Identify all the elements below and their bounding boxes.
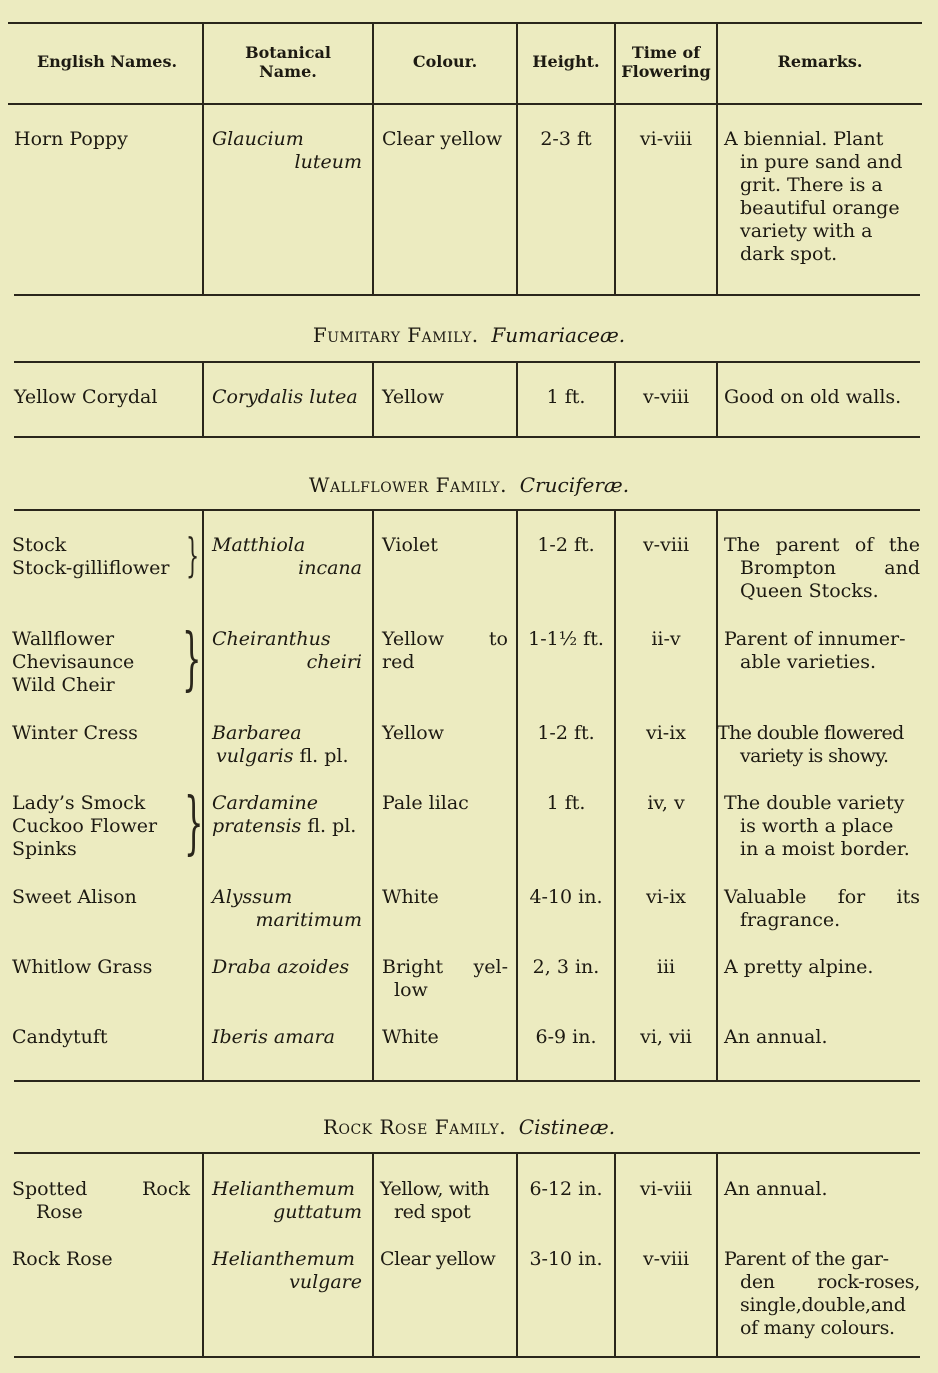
remarks: Valuable for its fragrance. [724, 886, 920, 931]
remarks: Parent of innumer- able varieties. [724, 628, 906, 673]
header-english: English Names. [36, 52, 178, 71]
english-name: Wallflower Chevisaunce Wild Cheir [12, 628, 135, 696]
remarks: Parent of the gar- den rock-roses, single,double,and of many colours. [724, 1248, 920, 1339]
english-name: Whitlow Grass [12, 956, 153, 978]
english-name: Horn Poppy [14, 128, 128, 150]
colour: Yellow to red [382, 628, 508, 673]
flowering-time: v-viii [642, 1248, 690, 1270]
section-rule [14, 1152, 920, 1154]
brace: } [186, 528, 200, 582]
botanical-name: Barbarea vulgaris fl. pl. [212, 722, 349, 767]
colour: Clear yellow [380, 1248, 496, 1270]
botanical-name: Helianthemum guttatum [212, 1178, 362, 1223]
height: 1 ft. [546, 792, 586, 814]
colour: Yellow [382, 722, 444, 744]
header-height: Height. [532, 52, 600, 71]
header-time: Time of Flowering [621, 43, 711, 81]
flowering-time: iv, v [647, 792, 685, 814]
botanical-name: Iberis amara [212, 1026, 335, 1048]
header-colour: Colour. [412, 52, 478, 71]
family-heading: Wallflower Family. Cruciferæ. [308, 473, 630, 497]
english-name: Lady’s Smock Cuckoo Flower Spinks [12, 792, 158, 860]
brace: } [182, 620, 202, 699]
botanical-name: Alyssum maritimum [212, 886, 362, 931]
english-name: Rock Rose [12, 1248, 113, 1270]
botanical-name: Cheiranthus cheiri [212, 628, 362, 673]
flowering-time: ii-v [651, 628, 681, 650]
english-name: Yellow Corydal [14, 386, 158, 408]
brace: } [184, 784, 204, 863]
height: 4-10 in. [529, 886, 603, 908]
remarks: The parent of the Brompton and Queen Stocks. [724, 534, 920, 602]
remarks: Good on old walls. [724, 386, 902, 408]
header-rule [8, 103, 922, 105]
family-heading: Fumitary Family. Fumariaceæ. [312, 323, 626, 347]
colour: Yellow [382, 386, 444, 408]
height: 2-3 ft [540, 128, 592, 150]
flowering-time: v-viii [642, 386, 690, 408]
english-name: Winter Cress [12, 722, 138, 744]
colour: Violet [382, 534, 438, 556]
colour: Clear yellow [382, 128, 503, 150]
english-name: Candytuft [12, 1026, 108, 1048]
family-heading: Rock Rose Family. Cistineæ. [322, 1115, 616, 1139]
remarks: The double variety is worth a place in a moist border. [724, 792, 910, 860]
header-botanical: Botanical Name. [245, 43, 331, 81]
height: 1 ft. [546, 386, 586, 408]
english-name: Stock Stock-gilliflower [12, 534, 170, 579]
height: 1-1½ ft. [528, 628, 604, 650]
colour: Pale lilac [382, 792, 469, 814]
flowering-time: vi-viii [639, 1178, 693, 1200]
english-name: Sweet Alison [12, 886, 137, 908]
height: 1-2 ft. [537, 722, 595, 744]
colour: White [382, 1026, 439, 1048]
height: 2, 3 in. [532, 956, 600, 978]
remarks: A pretty alpine. [724, 956, 874, 978]
botanical-name: Draba azoides [212, 956, 350, 978]
remarks: An annual. [724, 1178, 828, 1200]
flowering-time: vi-viii [639, 128, 693, 150]
bottom-rule [14, 1356, 920, 1358]
flowering-time: vi-ix [645, 722, 687, 744]
botanical-name: Corydalis lutea [212, 386, 358, 408]
remarks: The double flowered variety is showy. [717, 722, 904, 767]
colour: White [382, 886, 439, 908]
flowering-time: vi, vii [640, 1026, 692, 1048]
colour: Yellow, with red spot [380, 1178, 490, 1223]
remarks: A biennial. Plant in pure sand and grit. There is a beautiful orange variety with a dark spot. [724, 128, 903, 265]
colour: Bright yel- low [382, 956, 508, 1001]
section-rule [14, 1080, 920, 1082]
remarks: An annual. [724, 1026, 828, 1048]
botanical-name: Cardamine pratensis fl. pl. [212, 792, 357, 837]
height: 6-12 in. [529, 1178, 603, 1200]
botanical-name: Helianthemum vulgare [212, 1248, 362, 1293]
height: 3-10 in. [529, 1248, 603, 1270]
botanical-name: Matthiola incana [212, 534, 362, 579]
section-rule [14, 436, 920, 438]
header-remarks: Remarks. [777, 52, 863, 71]
top-rule [8, 22, 922, 24]
flowering-time: iii [656, 956, 676, 978]
section-rule [14, 294, 920, 296]
section-rule [14, 509, 920, 511]
height: 6-9 in. [535, 1026, 597, 1048]
flowering-time: v-viii [642, 534, 690, 556]
flowering-time: vi-ix [645, 886, 687, 908]
english-name: Spotted Rock Rose [12, 1178, 190, 1223]
botanical-name: Glaucium luteum [212, 128, 362, 173]
section-rule [14, 361, 920, 363]
height: 1-2 ft. [537, 534, 595, 556]
